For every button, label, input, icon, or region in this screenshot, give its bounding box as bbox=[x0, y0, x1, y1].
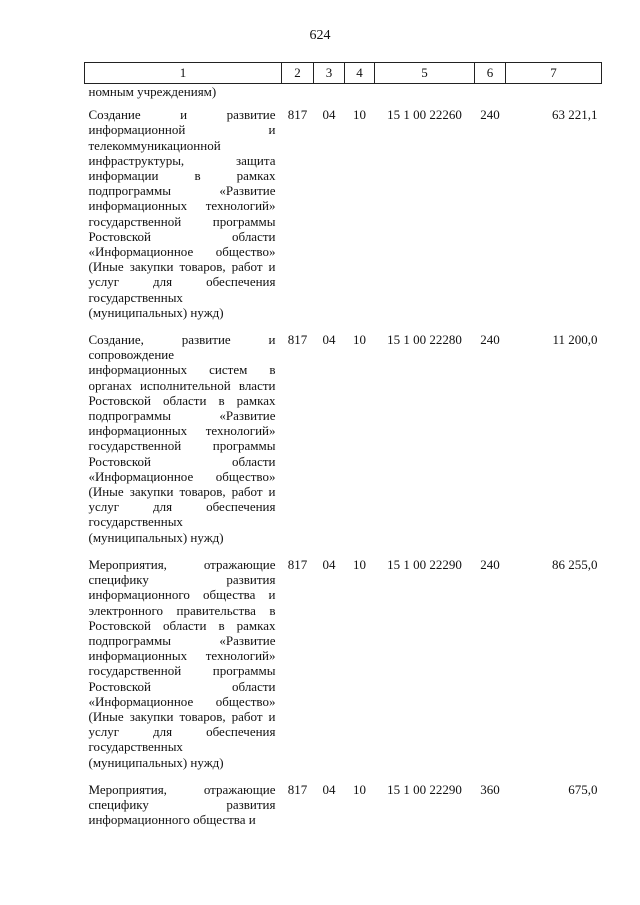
row-amount: 11 200,0 bbox=[552, 332, 598, 348]
header-col-1: 1 bbox=[85, 63, 282, 84]
row-section-code: 04 bbox=[322, 556, 336, 572]
budget-table bbox=[84, 62, 602, 834]
continued-row bbox=[85, 84, 602, 103]
row-expense-type: 240 bbox=[480, 332, 500, 348]
row-subsection-code: 10 bbox=[353, 781, 366, 797]
header-col-2: 2 bbox=[282, 63, 314, 84]
row-target-code: 15 1 00 22290 bbox=[387, 556, 462, 572]
row-target-code: 15 1 00 22280 bbox=[387, 332, 462, 348]
row-ministry-code: 817 bbox=[287, 332, 308, 348]
row-target-code: 15 1 00 22290 bbox=[387, 781, 462, 797]
row-expense-type: 240 bbox=[480, 556, 500, 572]
row-expense-type: 360 bbox=[480, 781, 500, 797]
row-description: Создание, развитие и сопровождение информационных систем в органах исполнительной власти Ростовской области в рамках подпрограммы «Развитие информационных технологий» государственной программы Ростовской области «Информационное общество» (Иные закупки товаров, работ и услуг для обеспечения государственных (муниципальных) нужд) bbox=[88, 332, 276, 545]
row-target-code: 15 1 00 22260 bbox=[387, 107, 462, 123]
row-ministry-code: 817 bbox=[287, 781, 308, 797]
table-row bbox=[85, 327, 602, 552]
row-amount: 86 255,0 bbox=[552, 556, 598, 572]
header-col-3: 3 bbox=[314, 63, 345, 84]
row-section-code: 04 bbox=[322, 107, 336, 123]
row-subsection-code: 10 bbox=[353, 332, 366, 348]
row-section-code: 04 bbox=[322, 332, 336, 348]
row-section-code: 04 bbox=[322, 781, 336, 797]
table-row bbox=[85, 552, 602, 777]
page-number: 624 bbox=[309, 28, 331, 43]
header-col-4: 4 bbox=[345, 63, 375, 84]
continued-text: номным учреждениям) bbox=[88, 84, 217, 99]
row-subsection-code: 10 bbox=[353, 107, 366, 123]
header-col-6: 6 bbox=[475, 63, 506, 84]
table-header-row bbox=[85, 63, 602, 84]
row-ministry-code: 817 bbox=[287, 556, 308, 572]
row-description: Мероприятия, отражающие специфику развития информационного общества и электронного правительства в Ростовской области в рамках подпрограммы «Развитие информационных технологий» государственной программы Ростовской области «Информационное общество» (Иные закупки товаров, работ и услуг для обеспечения государственных (муниципальных) нужд) bbox=[88, 556, 276, 770]
row-description: Мероприятия, отражающие специфику развития информационного общества и bbox=[88, 781, 276, 828]
table-row bbox=[85, 102, 602, 327]
row-amount: 675,0 bbox=[568, 781, 598, 797]
row-description: Создание и развитие информационной и телекоммуникационной инфраструктуры, защита информации в рамках подпрограммы «Развитие информационных технологий» государственной программы Ростовской области «Информационное общество» (Иные закупки товаров, работ и услуг для обеспечения государственных (муниципальных) нужд) bbox=[88, 107, 276, 320]
header-col-5: 5 bbox=[375, 63, 475, 84]
row-ministry-code: 817 bbox=[287, 107, 308, 123]
row-subsection-code: 10 bbox=[353, 556, 366, 572]
header-col-7: 7 bbox=[506, 63, 602, 84]
row-amount: 63 221,1 bbox=[552, 107, 598, 123]
table-row bbox=[85, 777, 602, 835]
row-expense-type: 240 bbox=[480, 107, 500, 123]
